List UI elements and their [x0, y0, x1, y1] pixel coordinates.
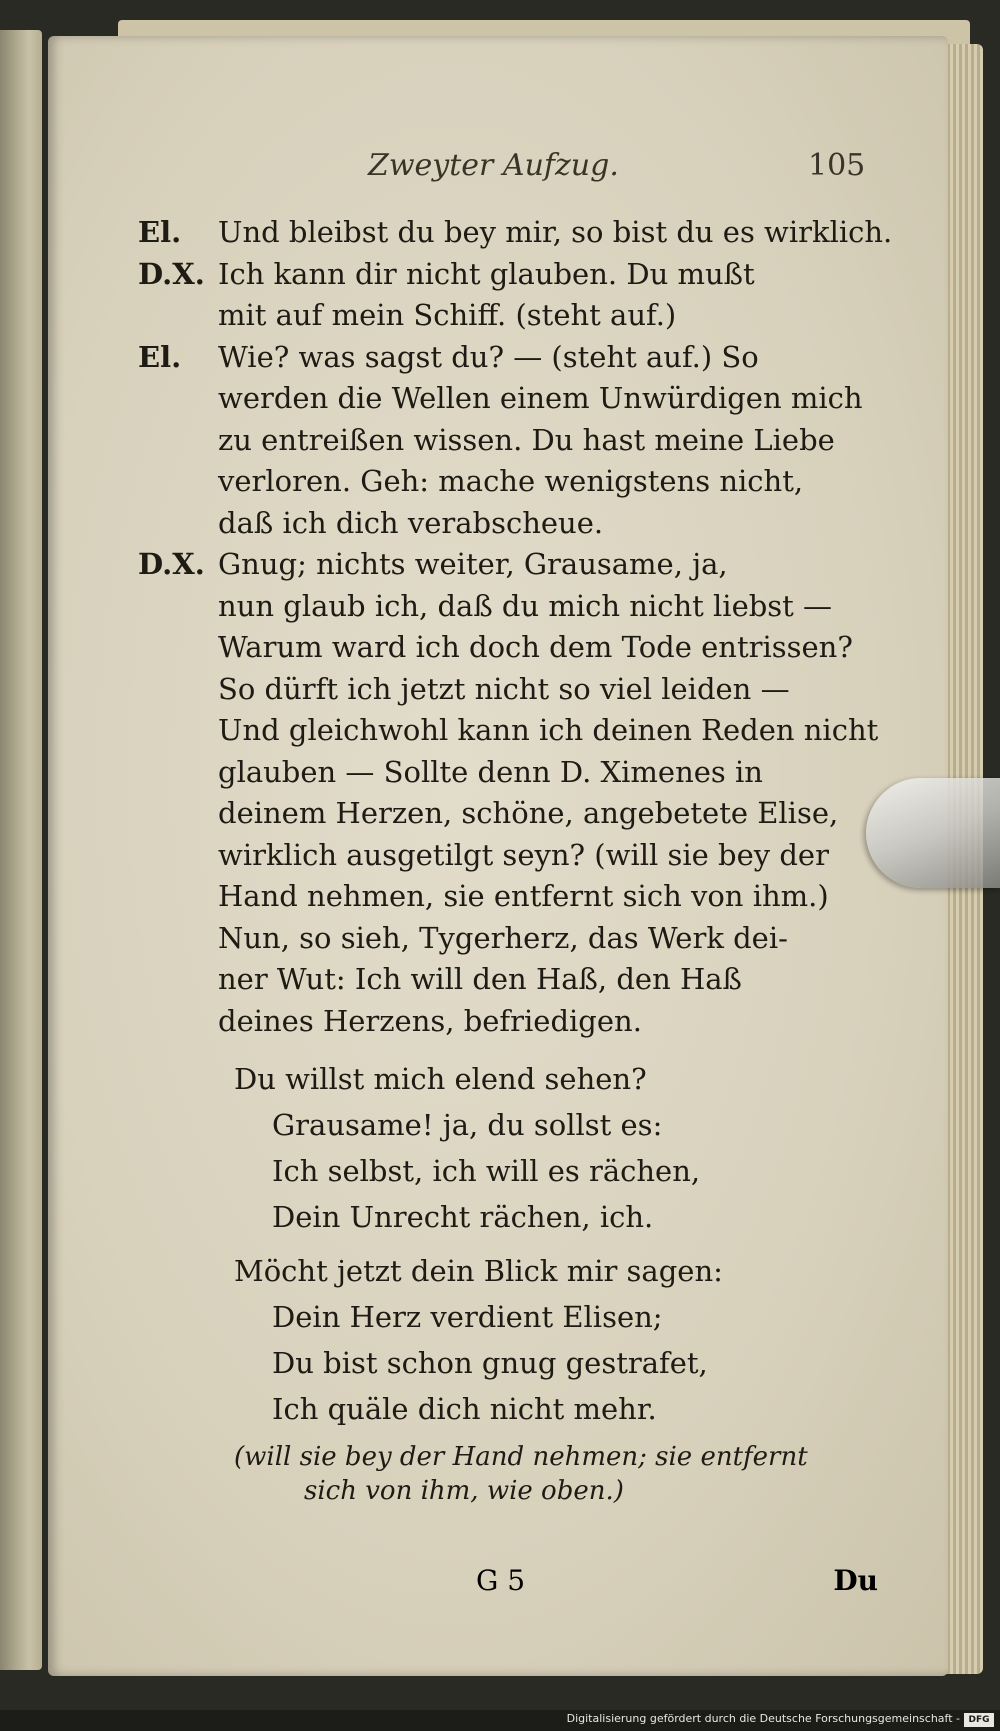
- speech-line: verloren. Geh: mache wenigstens nicht,: [218, 464, 804, 498]
- speech-line: Und bleibst du bey mir, so bist du es wirklich.: [218, 215, 893, 249]
- stage-line: sich von ihm, wie oben.): [304, 1476, 624, 1506]
- speaker-label: El.: [138, 215, 182, 249]
- speech: [138, 212, 893, 254]
- speech: [138, 544, 878, 1042]
- speech-line: deinem Herzen, schöne, angebetete Elise,: [218, 796, 839, 830]
- funding-credit: Digitalisierung gefördert durch die Deutsche Forschungsgemeinschaft -: [566, 1712, 960, 1725]
- speech-line: daß ich dich verabscheue.: [218, 505, 604, 540]
- page-footer: [138, 1564, 878, 1608]
- page-text: [138, 212, 893, 1508]
- dfg-logo: DFG: [964, 1713, 994, 1727]
- page-clip: [866, 778, 1000, 888]
- book-page: [48, 36, 948, 1676]
- speech-list: [138, 212, 893, 1042]
- stanza: [234, 1248, 878, 1432]
- speech-line: Gnug; nichts weiter, Grausame, ja,: [218, 547, 728, 581]
- credit-bar: [0, 1710, 1000, 1731]
- verse-block: [138, 1056, 878, 1432]
- speech-line: ner Wut: Ich will den Haß, den Haß: [218, 962, 742, 996]
- speech-line: nun glaub ich, daß du mich nicht liebst —: [218, 588, 833, 623]
- speech-line: Warum ward ich doch dem Tode entrissen?: [218, 630, 853, 664]
- speaker-label: D.X.: [138, 256, 205, 291]
- speech-line: Nun, so sieh, Tygerherz, das Werk dei-: [218, 920, 788, 955]
- verse-line: Dein Unrecht rächen, ich.: [272, 1200, 654, 1234]
- facing-page-edge: [0, 30, 42, 1670]
- signature-mark: G 5: [476, 1564, 526, 1597]
- speech-line: Wie? was sagst du? — (steht auf.) So: [218, 339, 759, 374]
- speech-line: deines Herzens, befriedigen.: [218, 1003, 642, 1038]
- speech-line: zu entreißen wissen. Du hast meine Liebe: [218, 422, 835, 457]
- stage-line: (will sie bey der Hand nehmen; sie entfernt: [234, 1442, 808, 1472]
- speaker-label: D.X.: [138, 547, 205, 581]
- verse-line: Du willst mich elend sehen?: [234, 1062, 647, 1096]
- speech-line: Hand nehmen, sie entfernt sich von ihm.): [218, 879, 829, 913]
- speech-line: wirklich ausgetilgt seyn? (will sie bey der: [218, 837, 829, 872]
- speech-line: glauben — Sollte denn D. Ximenes in: [218, 754, 763, 789]
- verse-line: Grausame! ja, du sollst es:: [272, 1108, 663, 1142]
- closing-stage-direction: [138, 1440, 878, 1508]
- verse-line: Ich quäle dich nicht mehr.: [272, 1392, 657, 1426]
- speech-line: Ich kann dir nicht glauben. Du mußt: [218, 256, 755, 291]
- speech: [138, 337, 878, 545]
- page-number: 105: [808, 148, 866, 183]
- speech: [138, 254, 878, 337]
- stanza: [234, 1056, 878, 1240]
- speech-line: mit auf mein Schiff. (steht auf.): [218, 298, 677, 332]
- speech-line: So dürft ich jetzt nicht so viel leiden —: [218, 671, 790, 706]
- verse-line: Dein Herz verdient Elisen;: [272, 1300, 663, 1334]
- speech-line: Und gleichwohl kann ich deinen Reden nicht: [218, 713, 879, 747]
- speaker-label: El.: [138, 339, 182, 374]
- speech-line: werden die Wellen einem Unwürdigen mich: [218, 381, 863, 415]
- verse-line: Du bist schon gnug gestrafet,: [272, 1346, 708, 1380]
- verse-line: Möcht jetzt dein Blick mir sagen:: [234, 1254, 723, 1288]
- chapter-title: Zweyter Aufzug.: [368, 148, 619, 183]
- catchword: Du: [833, 1564, 878, 1597]
- verse-line: Ich selbst, ich will es rächen,: [272, 1154, 701, 1188]
